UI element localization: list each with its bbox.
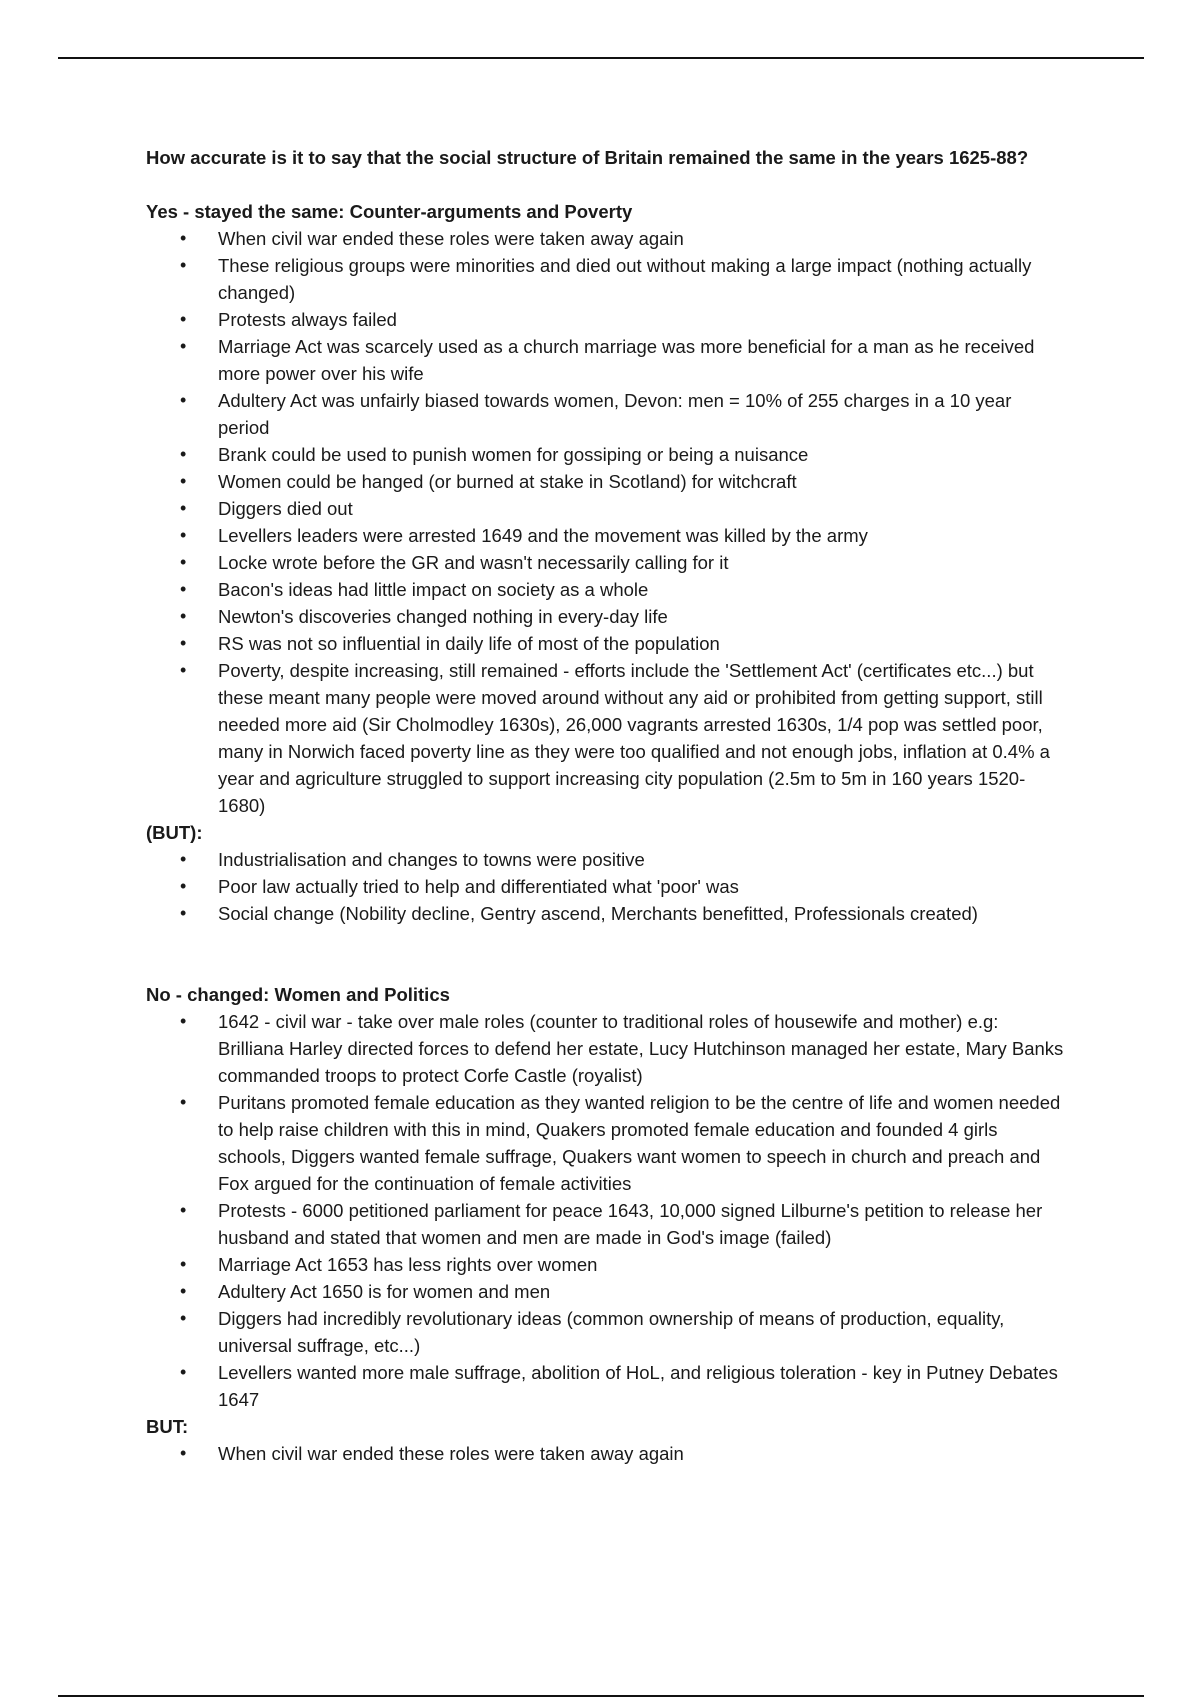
bullet-list (146, 225, 1066, 819)
list-item (146, 603, 1066, 630)
bullet-icon: • (180, 579, 187, 599)
list-item (146, 549, 1066, 576)
list-item (146, 1251, 1066, 1278)
bullet-icon: • (180, 255, 187, 275)
list-item (146, 1089, 1066, 1197)
list-item-text: Marriage Act was scarcely used as a church marriage was more beneficial for a man as he received more power over his wife (218, 336, 1035, 384)
but-label: BUT: (146, 1416, 189, 1437)
bullet-list (146, 846, 1066, 927)
bullet-icon: • (180, 1308, 187, 1328)
bullet-icon: • (180, 471, 187, 491)
document-title: How accurate is it to say that the social structure of Britain remained the same in the years 1625-88? (146, 147, 1029, 168)
list-item-text: Puritans promoted female education as they wanted religion to be the centre of life and women needed to help raise children with this in mind, Quakers promoted female education and founded 4 girls schools, Diggers wanted female suffrage, Quakers want women to speech in church and preach and Fox argued for the continuation of female activities (218, 1092, 1061, 1194)
list-item (146, 225, 1066, 252)
list-item (146, 306, 1066, 333)
bullet-icon: • (180, 633, 187, 653)
bullet-icon: • (180, 606, 187, 626)
list-item-text: Diggers died out (218, 498, 353, 519)
bullet-icon: • (180, 525, 187, 545)
list-item-text: Adultery Act was unfairly biased towards women, Devon: men = 10% of 255 charges in a 10 year period (218, 390, 1012, 438)
list-item (146, 873, 1066, 900)
list-item-text: Locke wrote before the GR and wasn't necessarily calling for it (218, 552, 729, 573)
list-item (146, 522, 1066, 549)
list-item (146, 495, 1066, 522)
bullet-list (146, 1440, 1066, 1467)
bullet-icon: • (180, 660, 187, 680)
bullet-icon: • (180, 876, 187, 896)
bullet-icon: • (180, 903, 187, 923)
list-item-text: Industrialisation and changes to towns were positive (218, 849, 645, 870)
list-item-text: Levellers leaders were arrested 1649 and the movement was killed by the army (218, 525, 868, 546)
list-item-text: Marriage Act 1653 has less rights over women (218, 1254, 598, 1275)
list-item (146, 576, 1066, 603)
list-item-text: Adultery Act 1650 is for women and men (218, 1281, 551, 1302)
list-item (146, 441, 1066, 468)
bullet-icon: • (180, 309, 187, 329)
list-item-text: Newton's discoveries changed nothing in every-day life (218, 606, 668, 627)
bullet-icon: • (180, 1362, 187, 1382)
list-item-text: When civil war ended these roles were taken away again (218, 1443, 684, 1464)
bullet-icon: • (180, 1092, 187, 1112)
list-item (146, 657, 1066, 819)
bullet-icon: • (180, 336, 187, 356)
bullet-icon: • (180, 498, 187, 518)
bullet-icon: • (180, 1443, 187, 1463)
list-item-text: Protests - 6000 petitioned parliament for peace 1643, 10,000 signed Lilburne's petition to release her husband and stated that women and men are made in God's image (failed) (218, 1200, 1043, 1248)
list-item (146, 252, 1066, 306)
section-heading-no: No - changed: Women and Politics (146, 984, 450, 1005)
list-item-text: Social change (Nobility decline, Gentry ascend, Merchants benefitted, Professionals created) (218, 903, 978, 924)
list-item (146, 1008, 1066, 1089)
section-heading-yes: Yes - stayed the same: Counter-arguments and Poverty (146, 201, 633, 222)
list-item-text: Bacon's ideas had little impact on society as a whole (218, 579, 649, 600)
list-item-text: Poverty, despite increasing, still remained - efforts include the 'Settlement Act' (certificates etc...) but these meant many people were moved around without any aid or prohibited from getting support, still needed more aid (Sir Cholmodley 1630s), 26,000 vagrants arrested 1630s, 1/4 pop was settled poor, many in Norwich faced poverty line as they were too qualified and not enough jobs, inflation at 0.4% a year and agriculture struggled to support increasing city population (2.5m to 5m in 160 years 1520-1680) (218, 660, 1050, 816)
list-item (146, 1359, 1066, 1413)
list-item-text: Women could be hanged (or burned at stake in Scotland) for witchcraft (218, 471, 797, 492)
list-item-text: When civil war ended these roles were taken away again (218, 228, 684, 249)
bullet-icon: • (180, 444, 187, 464)
bullet-icon: • (180, 1011, 187, 1031)
list-item (146, 900, 1066, 927)
bullet-icon: • (180, 849, 187, 869)
list-item (146, 630, 1066, 657)
list-item (146, 468, 1066, 495)
bullet-icon: • (180, 552, 187, 572)
bullet-icon: • (180, 1254, 187, 1274)
list-item (146, 1197, 1066, 1251)
section-spacer (146, 927, 1066, 981)
list-item-text: Levellers wanted more male suffrage, abolition of HoL, and religious toleration - key in Putney Debates 1647 (218, 1362, 1058, 1410)
list-item (146, 1440, 1066, 1467)
bullet-icon: • (180, 228, 187, 248)
but-label: (BUT): (146, 822, 203, 843)
list-item (146, 387, 1066, 441)
list-item-text: Protests always failed (218, 309, 397, 330)
bullet-icon: • (180, 390, 187, 410)
list-item (146, 333, 1066, 387)
list-item (146, 1305, 1066, 1359)
header-rule (58, 57, 1144, 59)
document-body (146, 144, 1066, 1467)
list-item-text: 1642 - civil war - take over male roles (counter to traditional roles of housewife and mother) e.g: Brilliana Harley directed forces to defend her estate, Lucy Hutchinson managed her estate, Mary Banks commanded troops to protect Corfe Castle (royalist) (218, 1011, 1064, 1086)
bullet-icon: • (180, 1281, 187, 1301)
list-item-text: Brank could be used to punish women for gossiping or being a nuisance (218, 444, 809, 465)
list-item-text: These religious groups were minorities and died out without making a large impact (nothing actually changed) (218, 255, 1032, 303)
footer-rule (58, 1695, 1144, 1697)
list-item-text: Diggers had incredibly revolutionary ideas (common ownership of means of production, equality, universal suffrage, etc...) (218, 1308, 1005, 1356)
bullet-icon: • (180, 1200, 187, 1220)
bullet-list (146, 1008, 1066, 1413)
list-item-text: Poor law actually tried to help and differentiated what 'poor' was (218, 876, 739, 897)
list-item (146, 846, 1066, 873)
list-item (146, 1278, 1066, 1305)
list-item-text: RS was not so influential in daily life of most of the population (218, 633, 720, 654)
